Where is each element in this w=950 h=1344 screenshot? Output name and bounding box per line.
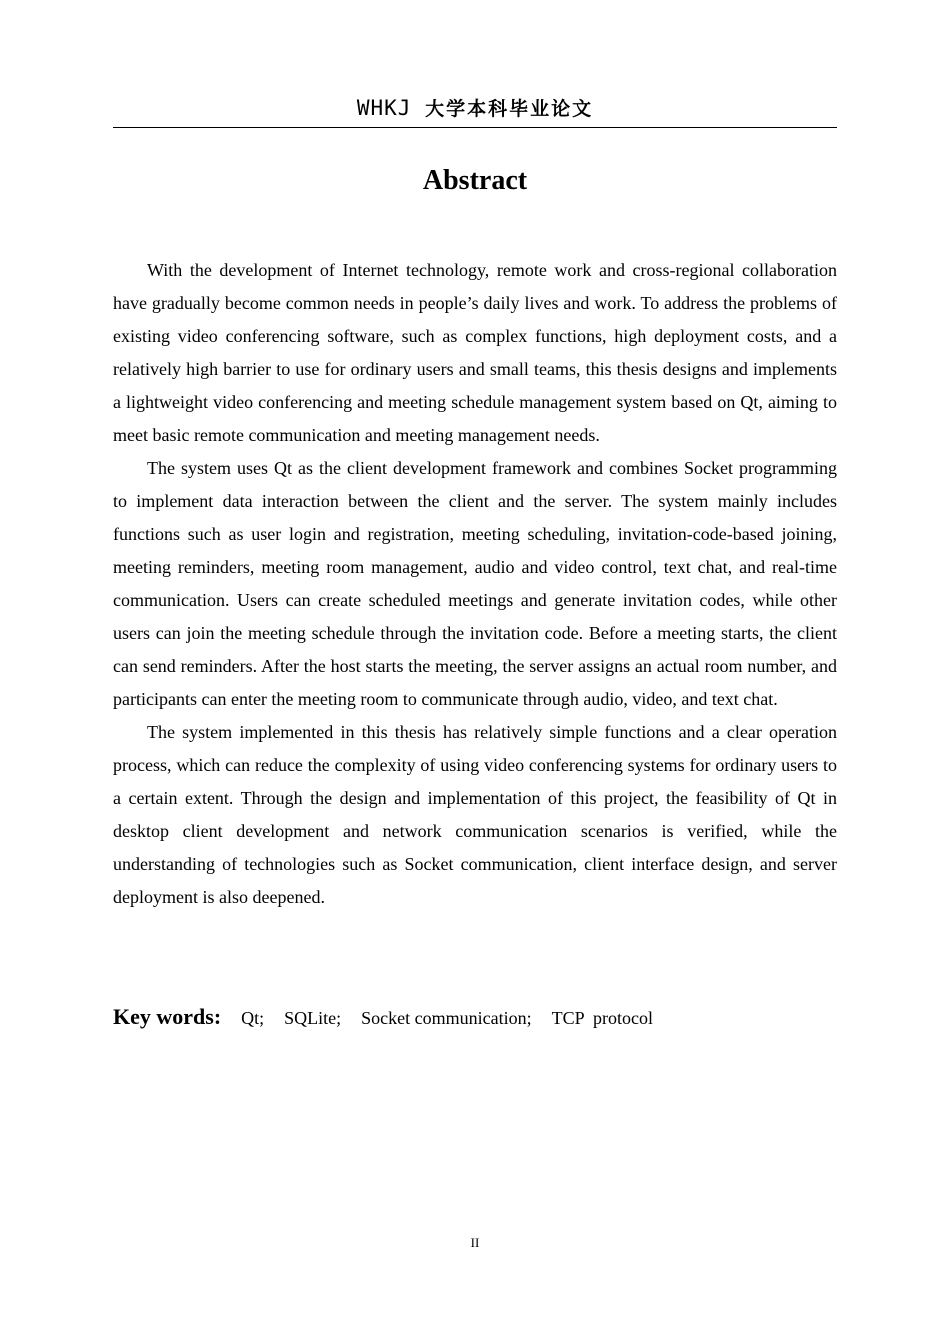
header-title bbox=[357, 94, 593, 123]
abstract-paragraph: The system uses Qt as the client development framework and combines Socket programming to implement data interaction between the client and the server. The system mainly includes functions such as user login and registration, meeting scheduling, invitation-code-based joining, meeting reminders, meeting room management, audio and video control, text chat, and real-time communication. Users can create scheduled meetings and generate invitation codes, while other users can join the meeting schedule through the invitation code. Before a meeting starts, the client can send reminders. After the host starts the meeting, the server assigns an actual room number, and participants can enter the meeting room to communicate through audio, video, and text chat. bbox=[113, 458, 837, 709]
page-header bbox=[113, 94, 837, 128]
abstract-paragraph: With the development of Internet technology, remote work and cross-regional collaboration have gradually become common needs in people’s daily lives and work. To address the problems of existing video conferencing software, such as complex functions, high deployment costs, and a relatively high barrier to use for ordinary users and small teams, this thesis designs and implements a lightweight video conferencing and meeting schedule management system based on Qt, aiming to meet basic remote communication and meeting management needs. bbox=[113, 260, 837, 445]
header-cn: 大学本科毕业论文 bbox=[425, 98, 594, 120]
abstract-paragraph: The system implemented in this thesis has relatively simple functions and a clear operation process, which can reduce the complexity of using video conferencing systems for ordinary users to a certain extent. Through the design and implementation of this project, the feasibility of Qt in desktop client development and network communication scenarios is verified, while the understanding of technologies such as Socket communication, client interface design, and server deployment is also deepened. bbox=[113, 722, 837, 907]
keyword-item: Socket communication; bbox=[361, 1008, 532, 1028]
keywords-line bbox=[113, 1000, 837, 1036]
keyword-item: Qt; bbox=[241, 1008, 265, 1028]
header-latin: WHKJ bbox=[356, 96, 412, 120]
page-number: II bbox=[470, 1235, 480, 1250]
abstract-title: Abstract bbox=[422, 165, 528, 196]
keyword-item: TCP protocol bbox=[551, 1008, 653, 1028]
keywords-label: Key words: bbox=[113, 1004, 222, 1029]
keyword-item: SQLite; bbox=[284, 1008, 342, 1028]
abstract-body bbox=[113, 254, 837, 914]
